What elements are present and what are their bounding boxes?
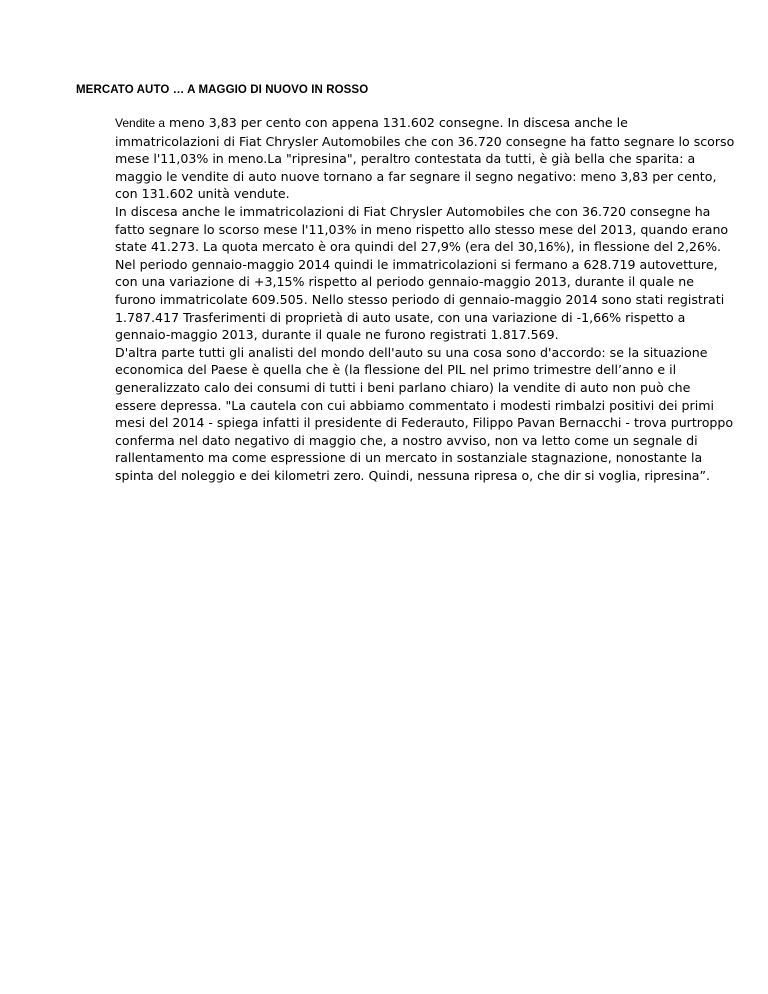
article-body (115, 114, 735, 484)
lead-word: Vendite a (115, 116, 166, 130)
paragraph-1: meno 3,83 per cento con appena 131.602 consegne. In discesa anche le immatricolazioni di Fiat Chrysler Automobiles che con 36.720 consegne ha fatto segnare lo scorso mese l'11,03% in meno.La "ripresina", peraltro contestata da tutti, è già bella che sparita: a maggio le vendite di auto nuove tornano a far segnare il segno negativo: meno 3,83 per cento, con 131.602 unità vendute. (115, 115, 735, 202)
paragraph-2: In discesa anche le immatricolazioni di Fiat Chrysler Automobiles che con 36.720 consegne ha fatto segnare lo scorso mese l'11,03% in meno rispetto allo stesso mese del 2013, quando erano state 41.273. La quota mercato è ora quindi del 27,9% (era del 30,16%), in flessione del 2,26%. (115, 203, 729, 255)
article-headline: MERCATO AUTO … A MAGGIO DI NUOVO IN ROSSO (76, 84, 369, 96)
paragraph-4: D'altra parte tutti gli analisti del mondo dell'auto su una cosa sono d'accordo: se la situazione economica del Paese è quella che è (la flessione del PIL nel primo trimestre dell’anno e il generalizzato calo dei consumi di tutti i beni parlano chiaro) la vendite di auto non può che essere depressa. "La cautela con cui abbiamo commentato i modesti rimbalzi positivi dei primi mesi del 2014 - spiega infatti il presidente di Federauto, Filippo Pavan Bernacchi - trova purtroppo conferma nel dato negativo di maggio che, a nostro avviso, non va letto come un segnale di rallentamento ma come espressione di un mercato in sostanziale stagnazione, nonostante la spinta del noleggio e dei kilometri zero. Quindi, nessuna ripresa o, che dir si voglia, ripresina”. (115, 344, 734, 483)
paragraph-3: Nel periodo gennaio-maggio 2014 quindi le immatricolazioni si fermano a 628.719 autovetture, con una variazione di +3,15% rispetto al periodo gennaio-maggio 2013, durante il quale ne furono immatricolate 609.505. Nello stesso periodo di gennaio-maggio 2014 sono stati registrati 1.787.417 Trasferimenti di proprietà di auto usate, con una variazione di -1,66% rispetto a gennaio-maggio 2013, durante il quale ne furono registrati 1.817.569. (115, 256, 725, 343)
